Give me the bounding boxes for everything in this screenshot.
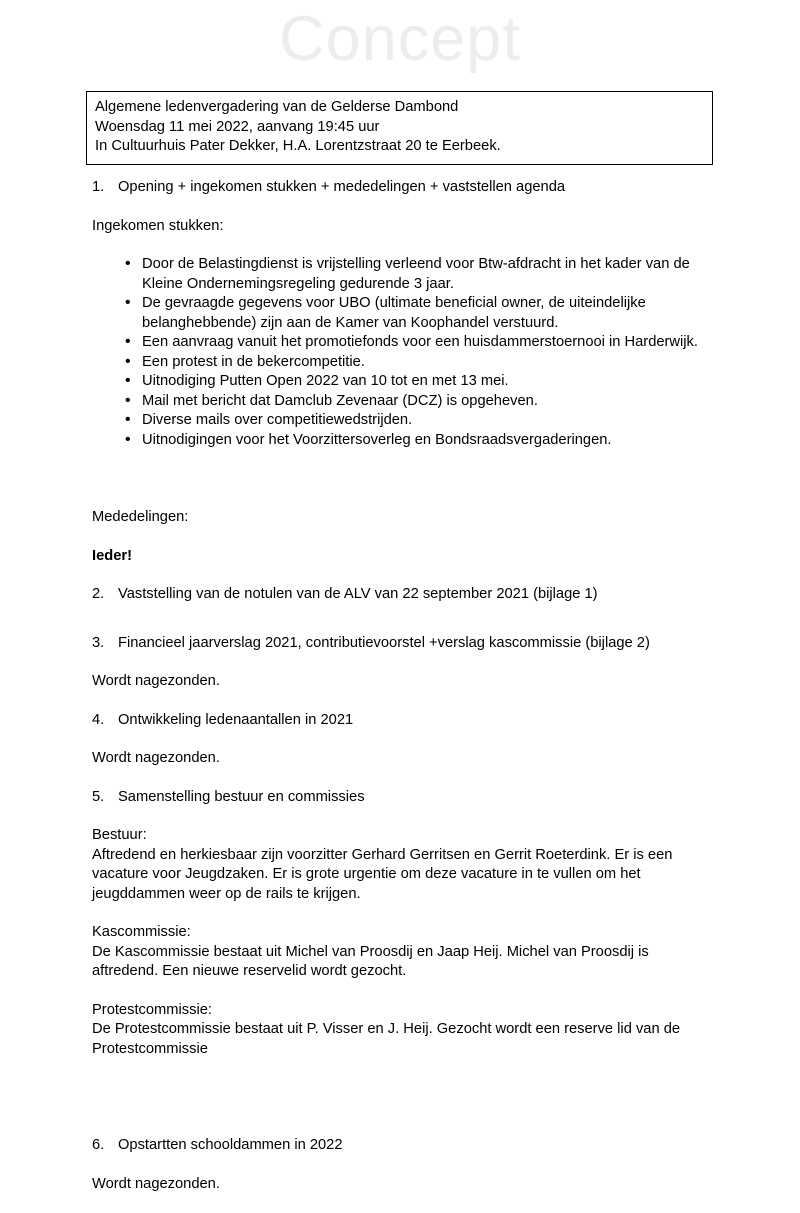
ingekomen-stukken-list (92, 255, 714, 450)
bullet-icon: • (125, 430, 131, 448)
section-spacer (92, 450, 714, 508)
list-item-text: Uitnodigingen voor het Voorzittersoverleg en Bondsraadsvergaderingen. (142, 431, 612, 448)
list-item-text: Uitnodiging Putten Open 2022 van 10 tot en met 13 mei. (142, 373, 509, 389)
section-spacer (92, 1078, 714, 1136)
list-item (92, 255, 714, 294)
bullet-icon: • (125, 294, 131, 311)
agenda-item-4-title: Ontwikkeling ledenaantallen in 2021 (118, 711, 354, 728)
header-line-location: In Cultuurhuis Pater Dekker, H.A. Lorentzstraat 20 te Eerbeek. (95, 138, 501, 154)
list-item-text: De gevraagde gegevens voor UBO (ultimate beneficial owner, de uiteindelijke belanghebbende) zijn aan de Kamer van Koophandel verstuurd. (142, 295, 646, 331)
list-item-text: Door de Belastingdienst is vrijstelling verleend voor Btw-afdracht in het kader van de Kleine Ondernemingsregeling gedurende 3 jaar. (142, 256, 690, 292)
mededelingen-heading: Mededelingen: (92, 509, 189, 525)
bestuur-line-3: jeugddammen weer op de rails te krijgen. (92, 885, 361, 902)
bullet-icon: • (125, 352, 131, 370)
list-item (92, 392, 714, 412)
meeting-header-box (86, 91, 713, 165)
kascommissie-line-1: De Kascommissie bestaat uit Michel van Proosdij en Jaap Heij. Michel van Proosdij is (92, 943, 649, 960)
kascommissie-block (92, 923, 714, 982)
agenda-item-4-note: Wordt nagezonden. (92, 750, 220, 766)
concept-watermark: Concept (279, 4, 521, 74)
agenda-item-6-number: 6. (92, 1137, 105, 1153)
list-item-text: Mail met bericht dat Damclub Zevenaar (DCZ) is opgeheven. (142, 392, 538, 409)
agenda-item-3 (92, 634, 714, 654)
bestuur-line-1: Aftredend en herkiesbaar zijn voorzitter Gerhard Gerritsen en Gerrit Roeterdink. Er is een (92, 846, 673, 863)
agenda-item-5-title: Samenstelling bestuur en commissies (118, 788, 365, 805)
agenda-item-1-title: Opening + ingekomen stukken + mededelingen + vaststellen agenda (118, 179, 566, 195)
agenda-item-6-title: Opstartten schooldammen in 2022 (118, 1137, 343, 1153)
agenda-content (92, 178, 714, 1213)
list-item (92, 372, 714, 392)
list-item (92, 431, 714, 451)
bullet-icon: • (125, 411, 131, 428)
agenda-item-4-number: 4. (92, 711, 105, 728)
list-item (92, 294, 714, 333)
agenda-item-4 (92, 711, 714, 731)
agenda-item-3-note: Wordt nagezonden. (92, 673, 220, 689)
agenda-item-2 (92, 585, 714, 605)
agenda-item-3-number: 3. (92, 634, 105, 651)
protestcommissie-line-2: Protestcommissie (92, 1040, 208, 1057)
bullet-icon: • (125, 333, 131, 350)
list-item (92, 411, 714, 431)
header-line-datetime: Woensdag 11 mei 2022, aanvang 19:45 uur (95, 118, 380, 135)
agenda-item-1-number: 1. (92, 179, 105, 195)
agenda-item-6-note: Wordt nagezonden. (92, 1175, 220, 1192)
mededelingen-value: Ieder! (92, 547, 132, 564)
list-item-text: Diverse mails over competitiewedstrijden. (142, 412, 413, 428)
bullet-icon: • (125, 391, 131, 409)
header-line-organization: Algemene ledenvergadering van de Gelderse Dambond (95, 99, 459, 115)
agenda-item-3-title: Financieel jaarverslag 2021, contributievoorstel +verslag kascommissie (bijlage 2) (118, 634, 650, 651)
agenda-item-2-number: 2. (92, 586, 105, 602)
list-item (92, 353, 714, 373)
bullet-icon: • (125, 372, 131, 389)
agenda-item-5-number: 5. (92, 788, 105, 805)
kascommissie-line-2: aftredend. Een nieuwe reservelid wordt gezocht. (92, 963, 407, 979)
bestuur-block (92, 826, 714, 904)
item-spacer (92, 624, 714, 634)
ingekomen-stukken-heading: Ingekomen stukken: (92, 217, 224, 234)
bullet-icon: • (125, 255, 131, 272)
agenda-item-1 (92, 178, 714, 198)
list-item (92, 333, 714, 353)
agenda-item-5 (92, 788, 714, 808)
bestuur-line-2: vacature voor Jeugdzaken. Er is grote urgentie om deze vacature in te vullen om het (92, 866, 641, 882)
list-item-text: Een protest in de bekercompetitie. (142, 353, 365, 370)
agenda-item-6 (92, 1136, 714, 1156)
protestcommissie-label: Protestcommissie: (92, 1001, 212, 1018)
protestcommissie-block (92, 1001, 714, 1060)
list-item-text: Een aanvraag vanuit het promotiefonds voor een huisdammerstoernooi in Harderwijk. (142, 334, 698, 350)
kascommissie-label: Kascommissie: (92, 924, 191, 940)
protestcommissie-line-1: De Protestcommissie bestaat uit P. Visser en J. Heij. Gezocht wordt een reserve lid van de (92, 1021, 681, 1037)
bestuur-label: Bestuur: (92, 827, 147, 843)
agenda-item-2-title: Vaststelling van de notulen van de ALV van 22 september 2021 (bijlage 1) (118, 586, 598, 602)
